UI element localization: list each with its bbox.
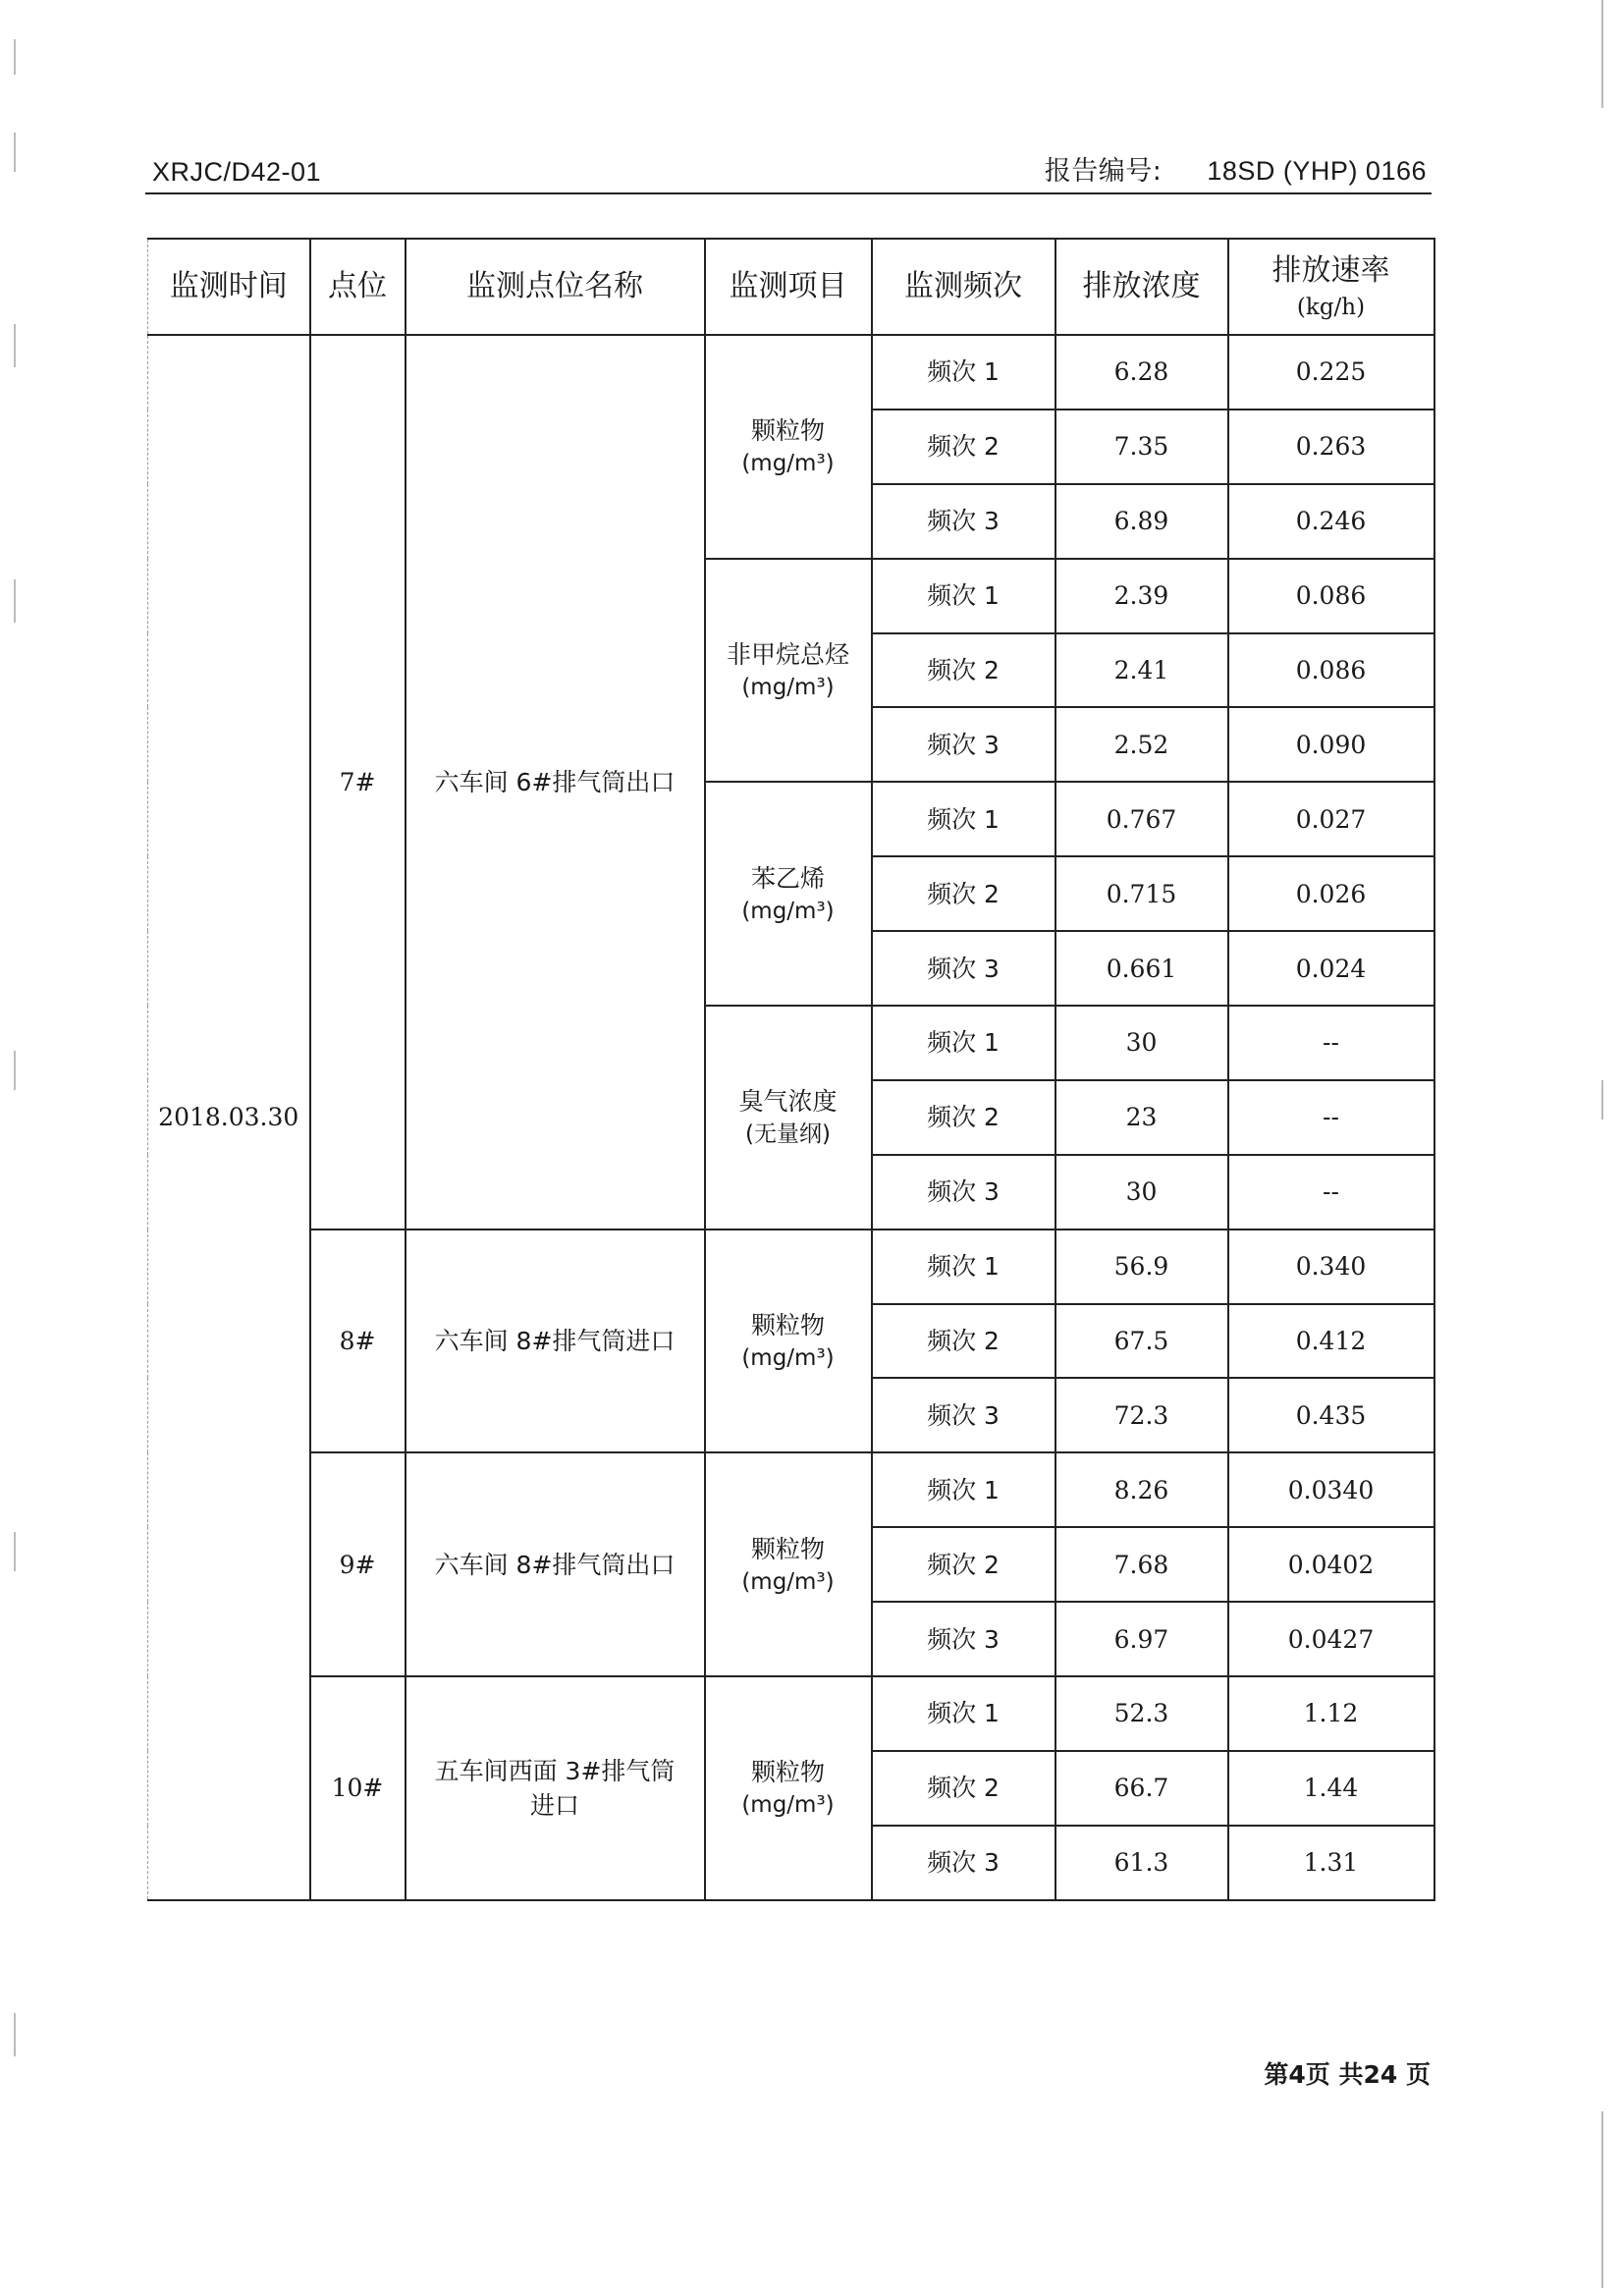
item-name: 苯乙烯 (750, 863, 825, 893)
item-name: 颗粒物 (750, 1310, 825, 1339)
frequency-cell: 频次 2 (872, 1751, 1055, 1826)
item-unit: (mg/m³) (741, 1568, 835, 1595)
rate-cell: 0.0402 (1228, 1527, 1434, 1602)
rate-cell: 0.340 (1228, 1230, 1434, 1304)
concentration-cell: 2.39 (1055, 559, 1228, 633)
scan-margin-mark (14, 1532, 16, 1571)
monitoring-item (705, 1676, 872, 1900)
concentration-cell: 52.3 (1055, 1676, 1228, 1751)
frequency-cell: 频次 3 (872, 1155, 1055, 1230)
monitoring-item (705, 782, 872, 1006)
item-name: 颗粒物 (750, 1758, 825, 1787)
report-number: 18SD (YHP) 0166 (1207, 156, 1427, 186)
frequency-cell: 频次 2 (872, 1304, 1055, 1379)
frequency-cell: 频次 2 (872, 410, 1055, 484)
rate-cell: 1.44 (1228, 1751, 1434, 1826)
frequency-cell: 频次 1 (872, 1006, 1055, 1080)
concentration-cell: 67.5 (1055, 1304, 1228, 1379)
page-footer: 第4页 共24 页 (1264, 2060, 1431, 2089)
concentration-cell: 0.767 (1055, 782, 1228, 856)
concentration-cell: 66.7 (1055, 1751, 1228, 1826)
rate-cell: 0.246 (1228, 484, 1434, 559)
frequency-cell: 频次 1 (872, 335, 1055, 410)
document-code: XRJC/D42-01 (152, 157, 322, 187)
rate-cell: 0.225 (1228, 335, 1434, 410)
point-id: 7# (310, 335, 406, 1230)
frequency-cell: 频次 1 (872, 1230, 1055, 1304)
table-row (148, 1230, 1434, 1304)
point-name: 五车间西面 3#排气筒进口 (406, 1676, 705, 1900)
table-body (148, 335, 1434, 1900)
rate-cell: 0.024 (1228, 931, 1434, 1006)
item-unit: (mg/m³) (741, 451, 835, 477)
item-unit: (mg/m³) (741, 674, 835, 700)
rate-cell: 0.0427 (1228, 1602, 1434, 1676)
rate-cell: 0.086 (1228, 633, 1434, 708)
frequency-cell: 频次 3 (872, 484, 1055, 559)
concentration-cell: 30 (1055, 1006, 1228, 1080)
monitoring-item (705, 1006, 872, 1230)
rate-cell: 0.090 (1228, 707, 1434, 782)
concentration-cell: 72.3 (1055, 1378, 1228, 1452)
rate-header-unit: (kg/h) (1296, 294, 1366, 320)
concentration-cell: 6.89 (1055, 484, 1228, 559)
col-header-frequency: 监测频次 (872, 239, 1055, 335)
item-name: 颗粒物 (750, 416, 825, 446)
item-unit: (mg/m³) (741, 898, 835, 924)
col-header-point: 点位 (310, 239, 406, 335)
table-row (148, 335, 1434, 410)
rate-header-label: 排放速率 (1271, 252, 1390, 288)
concentration-cell: 0.715 (1055, 856, 1228, 931)
rate-cell: 0.027 (1228, 782, 1434, 856)
frequency-cell: 频次 1 (872, 559, 1055, 633)
table-row (148, 1452, 1434, 1527)
rate-cell: -- (1228, 1080, 1434, 1155)
frequency-cell: 频次 3 (872, 931, 1055, 1006)
monitoring-item (705, 1230, 872, 1453)
concentration-cell: 6.97 (1055, 1602, 1228, 1676)
point-name: 六车间 8#排气筒出口 (406, 1452, 705, 1676)
concentration-cell: 56.9 (1055, 1230, 1228, 1304)
monitoring-item (705, 1452, 872, 1676)
monitoring-table (147, 238, 1435, 1901)
frequency-cell: 频次 2 (872, 633, 1055, 708)
point-name: 六车间 8#排气筒进口 (406, 1230, 705, 1453)
header-rule (145, 192, 1432, 194)
point-id: 9# (310, 1452, 406, 1676)
monitoring-item (705, 559, 872, 783)
concentration-cell: 7.68 (1055, 1527, 1228, 1602)
point-id: 10# (310, 1676, 406, 1900)
col-header-point-name: 监测点位名称 (406, 239, 705, 335)
scan-margin-mark (14, 579, 16, 623)
col-header-item: 监测项目 (705, 239, 872, 335)
rate-cell: 0.0340 (1228, 1452, 1434, 1527)
concentration-cell: 30 (1055, 1155, 1228, 1230)
concentration-cell: 6.28 (1055, 335, 1228, 410)
concentration-cell: 2.41 (1055, 633, 1228, 708)
rate-cell: 0.412 (1228, 1304, 1434, 1379)
report-number-line (1045, 149, 1427, 188)
rate-cell: 1.31 (1228, 1826, 1434, 1900)
scan-margin-mark (1601, 0, 1603, 108)
scan-margin-mark (14, 2013, 16, 2056)
frequency-cell: 频次 1 (872, 1452, 1055, 1527)
report-number-label: 报告编号: (1044, 156, 1163, 187)
scan-margin-mark (14, 1051, 16, 1090)
concentration-cell: 23 (1055, 1080, 1228, 1155)
point-name: 六车间 6#排气筒出口 (406, 335, 705, 1230)
table-header-row (148, 239, 1434, 335)
item-unit: (mg/m³) (741, 1792, 835, 1819)
rate-cell: -- (1228, 1155, 1434, 1230)
rate-cell: 0.263 (1228, 410, 1434, 484)
frequency-cell: 频次 2 (872, 1080, 1055, 1155)
rate-cell: 0.026 (1228, 856, 1434, 931)
concentration-cell: 2.52 (1055, 707, 1228, 782)
frequency-cell: 频次 3 (872, 1602, 1055, 1676)
scan-margin-mark (1601, 2111, 1603, 2288)
frequency-cell: 频次 1 (872, 1676, 1055, 1751)
monitoring-date: 2018.03.30 (148, 335, 310, 1900)
concentration-cell: 8.26 (1055, 1452, 1228, 1527)
col-header-rate (1228, 239, 1434, 335)
frequency-cell: 频次 2 (872, 1527, 1055, 1602)
rate-cell: -- (1228, 1006, 1434, 1080)
item-name: 非甲烷总烃 (726, 639, 849, 669)
table-row (148, 1676, 1434, 1751)
frequency-cell: 频次 1 (872, 782, 1055, 856)
col-header-time: 监测时间 (148, 239, 310, 335)
frequency-cell: 频次 3 (872, 1378, 1055, 1452)
scan-margin-mark (14, 39, 16, 75)
frequency-cell: 频次 3 (872, 707, 1055, 782)
concentration-cell: 7.35 (1055, 410, 1228, 484)
concentration-cell: 0.661 (1055, 931, 1228, 1006)
scan-margin-mark (1601, 1080, 1603, 1120)
item-name: 臭气浓度 (738, 1087, 838, 1117)
concentration-cell: 61.3 (1055, 1826, 1228, 1900)
item-unit: (mg/m³) (741, 1344, 835, 1371)
rate-cell: 0.086 (1228, 559, 1434, 633)
monitoring-item (705, 335, 872, 559)
item-name: 颗粒物 (750, 1534, 825, 1563)
scan-margin-mark (14, 133, 16, 172)
col-header-concentration: 排放浓度 (1055, 239, 1228, 335)
point-id: 8# (310, 1230, 406, 1453)
item-unit: (无量纲) (745, 1121, 831, 1148)
frequency-cell: 频次 2 (872, 856, 1055, 931)
rate-cell: 1.12 (1228, 1676, 1434, 1751)
scan-margin-mark (14, 324, 16, 367)
frequency-cell: 频次 3 (872, 1826, 1055, 1900)
rate-cell: 0.435 (1228, 1378, 1434, 1452)
